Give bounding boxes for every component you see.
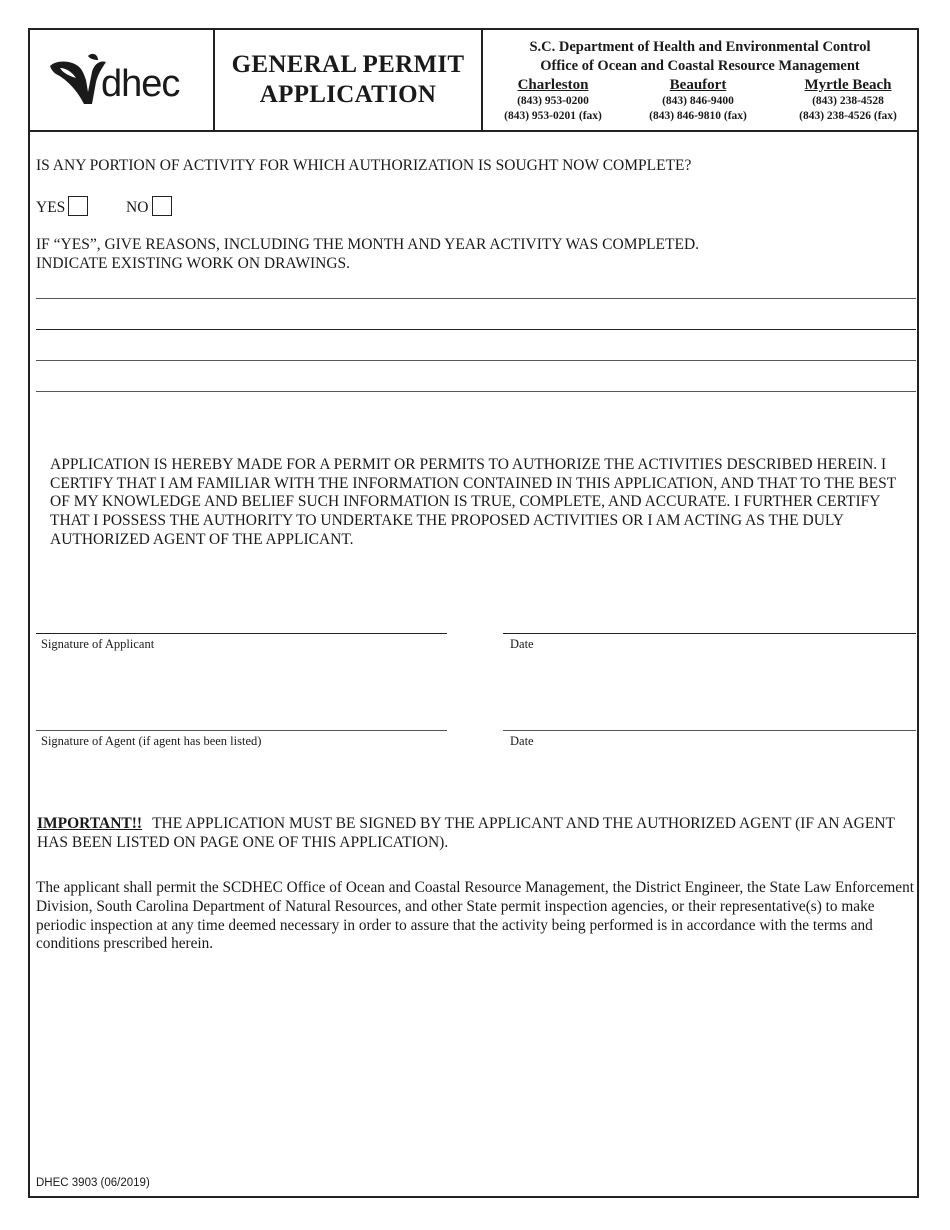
answer-line[interactable] (36, 360, 916, 361)
office-name: Office of Ocean and Coastal Resource Management (540, 58, 860, 74)
title-cell (215, 30, 483, 130)
title-line-1: GENERAL PERMIT (231, 51, 465, 78)
important-label: IMPORTANT!! (37, 815, 143, 832)
office-phone: (843) 238-4528 (812, 95, 884, 107)
office-name-myrtle-beach: Myrtle Beach (804, 77, 892, 93)
form-title (232, 50, 465, 110)
dhec-logo-icon (48, 52, 108, 108)
answer-line[interactable] (36, 298, 916, 299)
dhec-logo-text: dhec (101, 63, 180, 105)
instruction-line-1: IF “YES”, GIVE REASONS, INCLUDING THE MONTH AND YEAR ACTIVITY WAS COMPLETED. (36, 236, 700, 253)
permit-form (28, 28, 919, 1198)
no-checkbox[interactable] (152, 196, 172, 216)
important-notice (37, 814, 905, 852)
form-number: DHEC 3903 (06/2019) (36, 1177, 150, 1189)
form-header (30, 30, 917, 132)
certification-statement: APPLICATION IS HEREBY MADE FOR A PERMIT OR PERMITS TO AUTHORIZE THE ACTIVITIES DESCRIBED HEREIN. I CERTIFY THAT I AM FAMILIAR WITH THE INFORMATION CONTAINED IN THIS APPLICATION, AND THAT TO THE BEST OF MY KNOWLEDGE AND BELIEF SUCH INFORMATION IS TRUE, COMPLETE, AND ACCURATE. I FURTHER CERTIFY THAT I POSSESS THE AUTHORITY TO UNDERTAKE THE PROPOSED ACTIVITIES OR I AM ACTING AS THE DULY AUTHORIZED AGENT OF THE APPLICANT. (50, 456, 896, 548)
agency-name: S.C. Department of Health and Environmental Control (529, 39, 871, 55)
yes-label: YES (36, 199, 66, 216)
agent-date-line[interactable] (503, 730, 916, 731)
applicant-signature-line[interactable] (36, 633, 447, 634)
office-phone: (843) 953-0200 (517, 95, 589, 107)
important-text: THE APPLICATION MUST BE SIGNED BY THE APPLICANT AND THE AUTHORIZED AGENT (IF AN AGENT HAS BEEN LISTED ON PAGE ONE OF THIS APPLICATION). (37, 815, 895, 851)
office-phone: (843) 846-9400 (662, 95, 734, 107)
office-name-beaufort: Beaufort (669, 77, 727, 93)
answer-line[interactable] (36, 329, 916, 330)
agent-signature-line[interactable] (36, 730, 447, 731)
applicant-date-line[interactable] (503, 633, 916, 634)
office-beaufort (628, 77, 768, 124)
instruction-line-2: INDICATE EXISTING WORK ON DRAWINGS. (36, 255, 351, 272)
office-fax: (843) 953-0201 (fax) (504, 110, 602, 122)
no-label: NO (126, 199, 149, 216)
logo-cell (30, 30, 215, 130)
yes-checkbox[interactable] (68, 196, 88, 216)
office-name-charleston: Charleston (517, 77, 589, 93)
office-fax: (843) 846-9810 (fax) (649, 110, 747, 122)
applicant-signature-label: Signature of Applicant (41, 637, 155, 651)
agent-date-label: Date (510, 734, 534, 748)
agent-signature-label: Signature of Agent (if agent has been listed) (41, 734, 262, 748)
agency-cell (483, 30, 917, 130)
office-fax: (843) 238-4526 (fax) (799, 110, 897, 122)
inspection-paragraph: The applicant shall permit the SCDHEC Office of Ocean and Coastal Resource Management, the District Engineer, the State Law Enforcement Division, South Carolina Department of Natural Resources, and other State permit inspection agencies, or their representative(s) to make periodic inspection at any time deemed necessary in order to assure that the activity being performed is in accordance with the terms and conditions prescribed herein. (36, 879, 914, 953)
office-myrtle-beach (778, 77, 918, 124)
office-charleston (483, 77, 623, 124)
answer-line[interactable] (36, 391, 916, 392)
title-line-2: APPLICATION (259, 81, 437, 108)
completion-question: IS ANY PORTION OF ACTIVITY FOR WHICH AUTHORIZATION IS SOUGHT NOW COMPLETE? (36, 157, 692, 174)
applicant-date-label: Date (510, 637, 534, 651)
